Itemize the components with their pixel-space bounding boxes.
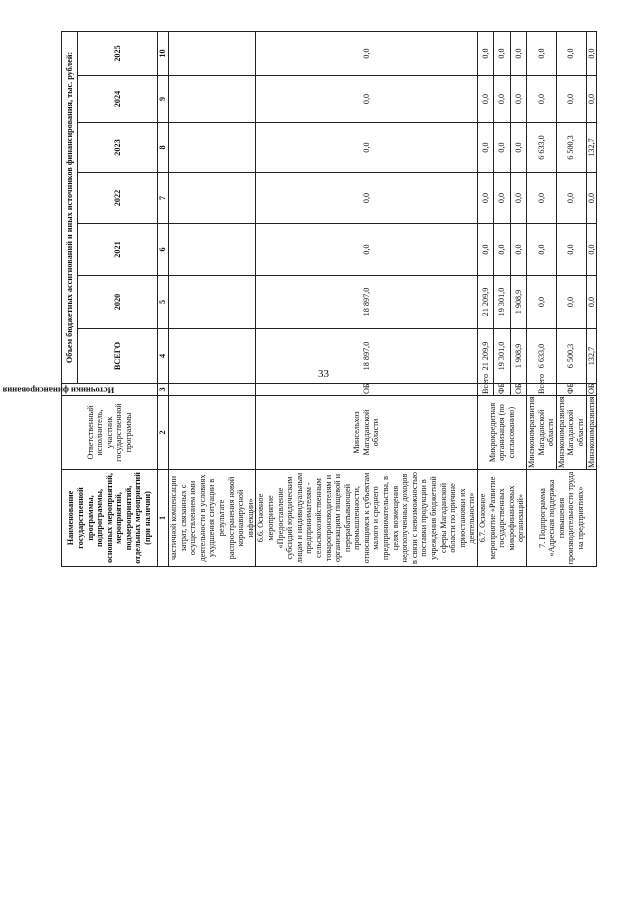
row-value: 0,0 <box>510 31 526 75</box>
row-value: 0,0 <box>586 276 597 329</box>
header-group: Объем бюджетных ассигнований и иных источников финансирования, тыс. рублей: <box>62 31 78 383</box>
table-row <box>256 31 478 566</box>
row-value: 21 209,9 <box>478 329 494 384</box>
row-value: 0,0 <box>256 173 478 224</box>
row-value: 19 301,0 <box>494 329 510 384</box>
row-executor: Минэкономразвития Магаданской области <box>556 396 585 468</box>
row-value: 0,0 <box>478 224 494 276</box>
row-value: 0,0 <box>556 173 586 224</box>
header-year-2025: 2025 <box>78 31 158 75</box>
index-cell: 5 <box>158 276 169 329</box>
row-source: ОБ <box>510 384 526 396</box>
row-value: 0,0 <box>556 276 586 329</box>
row-executor: Минэкономразвития <box>586 396 596 468</box>
row-value <box>169 329 256 384</box>
header-executor: Ответственный исполнитель, участник государственной программы <box>62 396 158 470</box>
row-executor <box>169 396 256 470</box>
row-source: ФБ <box>556 384 586 396</box>
index-cell: 4 <box>158 329 169 384</box>
row-value: 0,0 <box>478 76 494 123</box>
row-value: 6 633,0 <box>526 329 556 384</box>
row-value: 0,0 <box>526 76 556 123</box>
index-cell: 3 <box>158 384 169 396</box>
index-cell: 1 <box>158 470 169 567</box>
row-value <box>169 173 256 224</box>
row-value: 1 908,9 <box>510 329 526 384</box>
row-executor: Минэкономразвития Магаданской области <box>526 396 556 468</box>
row-name: 7. Подпрограмма «Адресная поддержка повышения производительности труда на предприятиях» <box>526 470 596 567</box>
row-value: 6 500,3 <box>556 123 586 173</box>
row-value: 0,0 <box>510 76 526 123</box>
table-row <box>169 31 256 566</box>
row-value: 0,0 <box>526 224 556 276</box>
row-value: 0,0 <box>586 173 597 224</box>
row-value: 0,0 <box>510 123 526 173</box>
row-executor: Микрокредитная организация (по согласованию) <box>478 396 527 470</box>
header-year-2023: 2023 <box>78 123 158 173</box>
row-value: 0,0 <box>256 31 478 75</box>
header-name: Наименование государственной программы, подпрограммы, основных мероприятий, мероприятий, подмероприятий, отдельных мероприятий (при наличии) <box>62 470 158 567</box>
index-cell: 9 <box>158 76 169 123</box>
row-value: 132,7 <box>586 329 597 384</box>
index-cell: 2 <box>158 396 169 470</box>
row-value <box>169 224 256 276</box>
row-value: 0,0 <box>556 31 586 75</box>
row-value: 18 897,0 <box>256 329 478 384</box>
index-row <box>158 31 169 566</box>
row-source: Всего <box>478 384 494 396</box>
row-value: 0,0 <box>256 76 478 123</box>
row-value: 21 209,9 <box>478 276 494 329</box>
row-value: 0,0 <box>494 123 510 173</box>
row-name: 6.7. Основное мероприятие «Развитие государственных микрофинансовых организаций» <box>478 470 527 567</box>
row-value: 0,0 <box>586 224 597 276</box>
row-source: ОБ <box>256 384 478 396</box>
row-value: 0,0 <box>510 173 526 224</box>
budget-table <box>2 31 597 567</box>
header-year-2022: 2022 <box>78 173 158 224</box>
row-value: 6 500,3 <box>556 329 586 384</box>
row-value: 19 301,0 <box>494 276 510 329</box>
row-value: 0,0 <box>526 276 556 329</box>
row-source: ФБ <box>494 384 510 396</box>
row-value: 0,0 <box>478 123 494 173</box>
row-value: 0,0 <box>494 76 510 123</box>
row-value: 0,0 <box>526 173 556 224</box>
row-value: 1 908,9 <box>510 276 526 329</box>
table-row <box>526 31 556 566</box>
row-source <box>169 384 256 396</box>
row-value: 18 897,0 <box>256 276 478 329</box>
index-cell: 10 <box>158 31 169 75</box>
row-name: 6.6. Основное мероприятие «Предоставление субсидий юридическим лицам и индивидуальным предпринимателям - сельскохозяйственным товаропроизводителям и организациям пищевой и перерабатывающей промышленности, относящимся к субъектам малого и среднего предпринимательства, в целях возмещения недополученных доходов в связи с невозможностью поставки продукции в учреждения бюджетной сферы Магаданской области по причине приостановки их деятельности» <box>256 470 478 567</box>
row-value: 0,0 <box>256 224 478 276</box>
page-number: 33 <box>318 368 329 380</box>
header-year-2021: 2021 <box>78 224 158 276</box>
row-value: 0,0 <box>586 31 597 75</box>
index-cell: 6 <box>158 224 169 276</box>
row-value <box>169 123 256 173</box>
row-value <box>169 76 256 123</box>
row-source: Всего <box>526 384 556 396</box>
row-value: 0,0 <box>494 31 510 75</box>
row-value: 0,0 <box>256 123 478 173</box>
row-value: 0,0 <box>478 31 494 75</box>
row-source: ОБ <box>586 383 596 394</box>
header-year-total: ВСЕГО <box>78 329 158 384</box>
header-source-text: Источники финансирования <box>2 385 114 396</box>
rotated-table-wrapper <box>2 32 596 567</box>
row-value: 0,0 <box>556 76 586 123</box>
header-source <box>2 384 158 396</box>
header-year-2020: 2020 <box>78 276 158 329</box>
row-value: 0,0 <box>478 173 494 224</box>
row-executor: Минсельхоз Магаданской области <box>256 396 478 470</box>
index-cell: 8 <box>158 123 169 173</box>
table-row <box>478 31 494 566</box>
row-value: 6 633,0 <box>526 123 556 173</box>
row-value: 0,0 <box>526 31 556 75</box>
row-value <box>169 276 256 329</box>
row-name: частичной компенсации затрат, связанных с осуществлением ими деятельности в условиях ухудшения ситуации в результате распространения новой коронавирусной инфекции» <box>169 470 256 567</box>
row-value: 132,7 <box>586 123 597 173</box>
row-value: 0,0 <box>556 224 586 276</box>
index-cell: 7 <box>158 173 169 224</box>
row-value: 0,0 <box>510 224 526 276</box>
header-year-2024: 2024 <box>78 76 158 123</box>
row-value: 0,0 <box>494 173 510 224</box>
row-value <box>169 31 256 75</box>
row-value: 0,0 <box>586 76 597 123</box>
row-value: 0,0 <box>494 224 510 276</box>
